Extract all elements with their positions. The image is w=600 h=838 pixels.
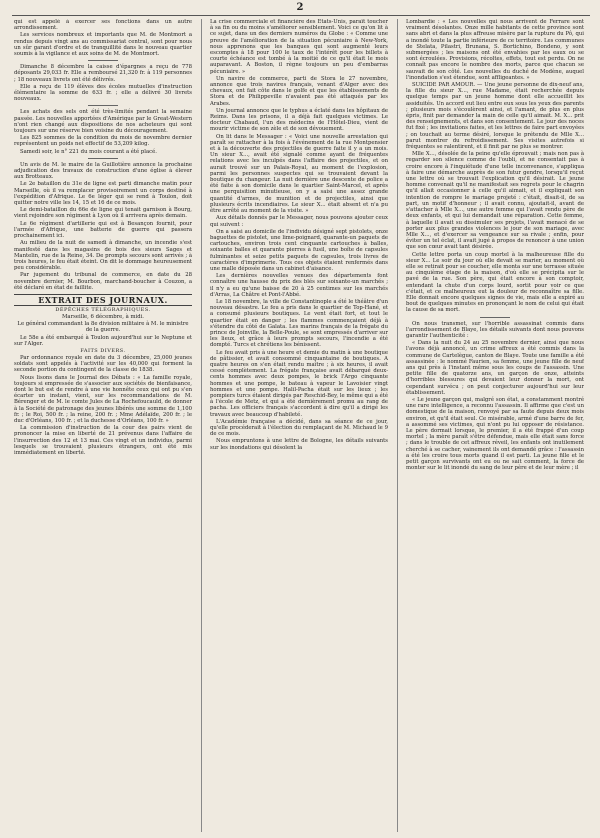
article-paragraph: Nous lisons dans le Journal des Débats : « La famille royale, toujours si empressée de s'associer aux sociétés de bienfaisance, dont le but est de rendre à une vie honnête ceux qui ont pu s'en écarter un instant, vient, sur les recommandations de M. Bérenger et de M. le comte Jules de La Rochefoucauld, de donner à la Société de patronage des jeunes libérés une somme de 1,100 fr. ; le Roi, 500 fr. ; la reine, 200 fr. ; Mme Adélaïde, 200 fr. ; le duc d'Orléans, 100 fr. ; et la duchesse d'Orléans, 100 fr. » [14, 374, 192, 424]
section-subheading: DÉPÊCHES TÉLÉGRAPHIQUES. [55, 306, 151, 313]
article-paragraph: Mlle X..., désolée de la peine qu'elle éprouvait ; mais non pas à regarder son silence comme de l'oubli, et ne consentait pas à croire encore à l'inquiétude d'une telle inconvenance, s'appliqua à faire une démarche auprès de son futur gendre, lorsqu'il reçut une lettre où se trouvait l'explication qu'il désirait. Le jeune homme convenait qu'il ne manifestait ses regrets pour le chagrin qu'il allait occasionner à celle qu'il aimait, et il expliquait son intention de rompre le mariage projeté : c'était, disait-il, de sa part, un motif d'honneur ; il avait connu, ajoutait-il, avant de s'attacher à Mlle X..., une autre femme qui l'avait rendu père de deux enfants, et qui lui demandait une réparation. Cette femme, à laquelle il avait su dissimuler ses projets, l'avait menacé de se porter aux plus grandes violences le jour de son mariage, avec Mlle X..., et d'exercer sa vengeance sur sa rivale ; enfin, pour éviter un tel éclat, il avait jugé à propos de renoncer à une union que son cœur avait tant désirée. [406, 151, 584, 251]
article-paragraph: Les achats des sels ont été très-limités pendant la semaine passée. Les nouvelles apportées d'Amérique par le Great-Western n'ont rien changé aux dispositions de nos acheteurs qui sont toujours sur une réserve bien voisine du découragement. [14, 109, 192, 135]
article-paragraph: Cette lettre porta un coup mortel à la malheureuse fille du sieur X... Le soir du jour où elle devait se marier, au moment où elle se retirait pour se coucher, elle monta sur une terrasse située au cinquième étage de la maison, d'où elle se précipita sur le pavé de la rue. Son père, qui était encore à son comptoir, entendant la chute d'un corps lourd, sortit pour voir ce que c'était, et ce malheureux eut la douleur de reconnaître sa fille. Elle donnait encore quelques signes de vie, mais elle a expiré au bout de quelques minutes en prononçant le nom de celui qui était la cause de sa mort. [406, 251, 584, 314]
article-paragraph: Un avis de M. le maire de la Guillotière annonce la prochaine adjudication des travaux de construction d'une église à élever aux Brotteaux. [14, 161, 192, 181]
column-divider [201, 19, 202, 832]
column-1 [14, 19, 192, 832]
column-2 [210, 19, 388, 832]
article-paragraph: Les services nombreux et importants que M. de Montmort a rendus depuis vingt ans au commissariat central, sont pour nous un sûr garant d'ordre et de tranquillité dans le nouveau quartier soumis à la vigilance et aux soins de M. de Montmort. [14, 32, 192, 58]
article-paragraph: La commission d'instruction de la cour des pairs vient de prononcer la mise en liberté de 21 prévenus dans l'affaire de l'insurrection des 12 et 13 mai. Ces vingt et un individus, parmi lesquels se trouvaient plusieurs étrangers, ont été mis immédiatement en liberté. [14, 425, 192, 456]
article-paragraph: Le demi-bataillon du 66e de ligne qui tenait garnison à Bourg, vient rejoindre son régiment à Lyon où il arrivera après demain. [14, 207, 192, 220]
article-paragraph: Le feu avait pris à une heure et demie du matin à une boutique de pâtissier, et avait consommé cinquantaine de boutiques. A quatre heures on s'en était rendu maître ; à six heures, il avait cessé complètement. La frégate française avait débarqué deux-cents hommes avec deux pompes, le brick l'Argo cinquante hommes et une pompe, le bateau à vapeur le Lavoisier vingt hommes et une pompe. Halil-Pacha était sur les lieux ; les pompiers turcs étaient dirigés par Reschid-Bey, le même qui a été à l'école de Metz, et qui a été dernièrement promu au rang de pacha. Les officiers français s'accordent à dire qu'il a dirigé les travaux avec beaucoup d'habileté. [210, 349, 388, 418]
dispatch-line: Le général commandant la 8e division militaire à M. le ministre de la guerre. [17, 321, 189, 334]
column-1-top [14, 19, 192, 291]
article-paragraph: Un navire de commerce, parti de Stora le 27 novembre, annonce que trois navires français, venant d'Alger avec des chevaux, ont fait côte dans le golfe et que les établissements de Stora et de Philippeville n'avaient pas été attaqués par les Arabes. [210, 75, 388, 107]
article-paragraph: Le 6e régiment d'artillerie qui est à Besançon fournit, pour l'armée d'Afrique, une batterie de guerre qui passera prochainement ici. [14, 220, 192, 240]
separator [88, 158, 118, 159]
article-paragraph: qui est appelé à exercer ses fonctions dans un autre arrondissement. [14, 19, 192, 32]
article-paragraph: « Dans la nuit du 24 au 25 novembre dernier, ainsi que nous l'avons déjà annoncé, un crime affreux a été commis dans la commune de Cartelègue, canton de Blaye. Toute une famille a été assassinée : le nommé Faurien, sa femme, une jeune fille de neuf ans qui près à l'instant même sous les coups de l'assassin. Une petite fille de quatorze ans, un garçon de onze, atteints d'horribles blessures qui devaient leur donner la mort, ont cependant survécu ; on peut conjecturer aujourd'hui sur leur établissement. [406, 340, 584, 396]
header-rule [12, 15, 590, 16]
separator [88, 105, 118, 106]
article-paragraph: SUICIDE PAR AMOUR. — Une jeune personne de dix-neuf ans, la fille du sieur X..., rue Madame, était recherchée depuis quelque temps par un jeune homme dont elle accueillit les assiduités. Un accord eut lieu entre eux sous les yeux des parents ; plusieurs mois s'écoulèrent ainsi, et l'amant, de plus en plus épris, finit par demander la main de celle qu'il aimait. M. X... prit des renseignements, et dans son consentement. Le jour des noces fut fixé ; les invitations faites, et les lettres de faire part envoyées ; on touchait au terme désiré, lorsque le prétendu de Mlle X... parut montrer du refroidissement. Ses visites autrefois si fréquentes se ralentirent, et il finit par ne plus se montrer. [406, 82, 584, 151]
article-paragraph: Par jugement du tribunal de commerce, en date du 28 novembre dernier, M. Bourbon, marchand-boucher à Couzon, a été déclaré en état de faillite. [14, 272, 192, 291]
dispatch-line: Le 58e a été embarqué à Toulon aujourd'hui sur le Neptune et sur l'Alger. [14, 334, 192, 347]
page-number: 2 [296, 2, 304, 13]
article-paragraph: Elle a reçu de 119 élèves des écoles mutuelles d'instruction élémentaire la somme de 633 fr. ; elle a délivré 30 livrets nouveaux. [14, 83, 192, 103]
article-paragraph: Nous empruntons à une lettre de Bologne, les détails suivants sur les inondations qui désolent la [210, 438, 388, 451]
article-paragraph: L'Académie française a décidé, dans sa séance de ce jour, qu'elle procéderait à l'élection du remplaçant de M. Michaud le 9 de ce mois. [210, 418, 388, 438]
article-paragraph: On a saisi au domicile de l'individu désigné sept pistolets, onze baguettes de pistolet, une lime-poignard, quarante-un paquets de cartouches, environ trois cent cinquante cartouches à balles, soixante balles et quarante pierres à fusil, une boîte de capsules fulminantes et seize petits paquets de capsules, trois livres de caractères d'imprimerie. Tous ces objets étaient renfermés dans une malle déposée dans un cabinet d'aisance. [210, 228, 388, 272]
article-paragraph: Le 18 novembre, la ville de Constantinople a été le théâtre d'un nouveau désastre. Le feu a pris dans le quartier de Top-Hané, et a consumé plusieurs boutiques. Le vent était fort, et tout le quartier était en danger ; les flammes commençaient déjà à s'étendre du côté de Galata. Les marins français de la frégate du prince de Joinville, la Belle-Poule, se sont empressés d'arriver sur les lieux, et grâce à leurs prompts secours, l'incendie a été dompté. Turcs et chrétiens les bénissent. [210, 298, 388, 349]
dateline: Marseille, 6 décembre, à midi. [61, 313, 144, 320]
separator [88, 60, 118, 61]
article-paragraph: Le 2e bataillon du 31e de ligne est parti dimanche matin pour Marseille, où il va remplacer provisoirement un corps destiné à l'expédition d'Afrique. Le 6e léger qui se rend à Toulon, doit quitter notre ville les 14, 15 et 16 de ce mois. [14, 181, 192, 207]
article-paragraph: Samedi soir, le n° 221 du mois courant a été placé. [20, 148, 157, 155]
faits-divers-heading: FAITS DIVERS. [80, 347, 126, 354]
article-paragraph: On lit dans le Messager : « Voici une nouvelle arrestation qui paraît se rattacher à la fois à l'événement de la rue Montpensier et à la découverte des projectiles de guerre faite il y a un mois. Un sieur X..., avait été signalé comme ayant de fréquentes relations avec les inculpés dans l'affaire des projectiles, et on aurait trouvé sur un Palais-Royal, au moment de l'explosion, parmi les personnes suspectes qui se trouvaient devant la boutique du changeur. La nuit dernière une descente de police a été faite à son domicile dans le quartier Saint-Marcel, et après une perquisition minutieuse, on y a saisi une assez grande quantité d'armes, de munition et de projectiles, ainsi que plusieurs écrits incendiaires. Le sieur X... était absent et n'a pu être arrêté au moment de la visite. » [210, 133, 388, 215]
article-paragraph: On nous transmet, sur l'horrible assassinat commis dans l'arrondissement de Blaye, les détails suivants dont nous pouvons garantir l'authenticité : [406, 320, 584, 339]
article-paragraph: Les dernières nouvelles venues des départements font connaître une hausse du prix des blés sur soixante-un marchés ; il n'y a eu qu'une baisse de 20 à 25 centimes sur les marchés d'Arras, La Châtre et Pont-l'Abbé. [210, 273, 388, 298]
article-paragraph: Au milieu de la nuit de samedi à dimanche, un incendie s'est manifesté dans les magasins de bois des sieurs Sages et Mantelin, rue de la Reine, 34. De prompts secours sont arrivés ; à trois heures, le feu était éteint. On dit le dommage heureusement peu considérable. [14, 240, 192, 272]
article-paragraph: Un journal annonce que le typhus a éclaté dans les hôpitaux de Reims. Dans les prisons, il a déjà fait quelques victimes. Le docteur Chabaud, l'un des médecins de l'Hôtel-Dieu, vient de mourir victime de son zèle et de son dévouement. [210, 107, 388, 133]
article-paragraph: Lombardie : « Les nouvelles qui nous arrivent de Ferrare sont vraiment désolantes. Onze mille habitants de cette province sont sans abri et dans la plus affreuse misère par la rupture du Pô, qui a inondé toute la partie inférieure de ce territoire. Les communes de Stelata, Pilastri, Brunana, S. Bortichino, Bondeno, y sont submergées ; les maisons ont été envahies par les eaux ou se sont écroulées. Provisions, récoltes, effets, tout est perdu. On ne connaît pas encore le nombre des morts, parce que chacun se sauvait de son côté. Les nouvelles du duché de Modène, auquel l'inondation s'est étendue, sont affligeantes. » [406, 19, 584, 81]
article-paragraph: « Le jeune garçon qui, malgré son état, a constamment montré une rare intelligence, a reconnu l'assassin. Il affirme que c'est un domestique de la maison, renvoyé par sa faute depuis deux mois environ, et qu'il était seul. Ce misérable, armé d'une barre de fer, a assommé ses victimes, qui n'ont pu lui opposer de résistance. Le père dormait lorsque, le premier, il a été frappé d'un coup mortel ; la mère paraît s'être défendue, mais elle était sans force ; dans le trouble de cet affreux réveil, les enfants ont inutilement cherché à se cacher, vainement ils ont demandé grâce : l'assassin a été les croire tous morts quand il est parti. La jeune fille et le petit garçon survivants ont eu ou ne sait comment, la force de monter sur le lit inondé du sang de leur père et de leur mère ; il [406, 396, 584, 472]
column-3 [406, 19, 584, 832]
article-paragraph: Aux détails donnés par le Messager, nous pouvons ajouter ceux qui suivent : [210, 215, 388, 228]
section-heading: EXTRAIT DES JOURNAUX. [14, 294, 192, 306]
column-divider [397, 19, 398, 832]
article-paragraph: Dimanche 8 décembre la caisse d'épargnes a reçu de 778 déposants 29,033 fr. Elle a remboursé 21,320 fr. à 119 personnes ; 18 nouveaux livrets ont été délivrés. [14, 64, 192, 83]
article-paragraph: Les 825 sommes de la condition du mois de novembre dernier représentent un poids net effectif de 53,209 kilog. [14, 135, 192, 148]
article-paragraph: Par ordonnance royale en date du 3 décembre, 25,000 jeunes soldats sont appelés à l'activité sur les 40,000 qui forment la seconde portion du contingent de la classe de 1838. [14, 354, 192, 374]
article-paragraph: La crise commerciale et financière des États-Unis, paraît toucher à sa fin ou du moins s'améliorer sensiblement. Voici ce qu'on lit à ce sujet, dans un des derniers numéros du Globe : « Comme une preuve de l'amélioration de la situation pécuniaire à New-York, nous apprenons que les banques qui sont augmenté leurs escomptes à 18 pour 100 le taux de l'intérêt pour les billets à courte échéance est tombé à la moitié de ce qu'il était le mois auparavant. A Boston, il règne toujours un peu d'embarras pécuniaire. » [210, 19, 388, 75]
separator [480, 317, 510, 318]
